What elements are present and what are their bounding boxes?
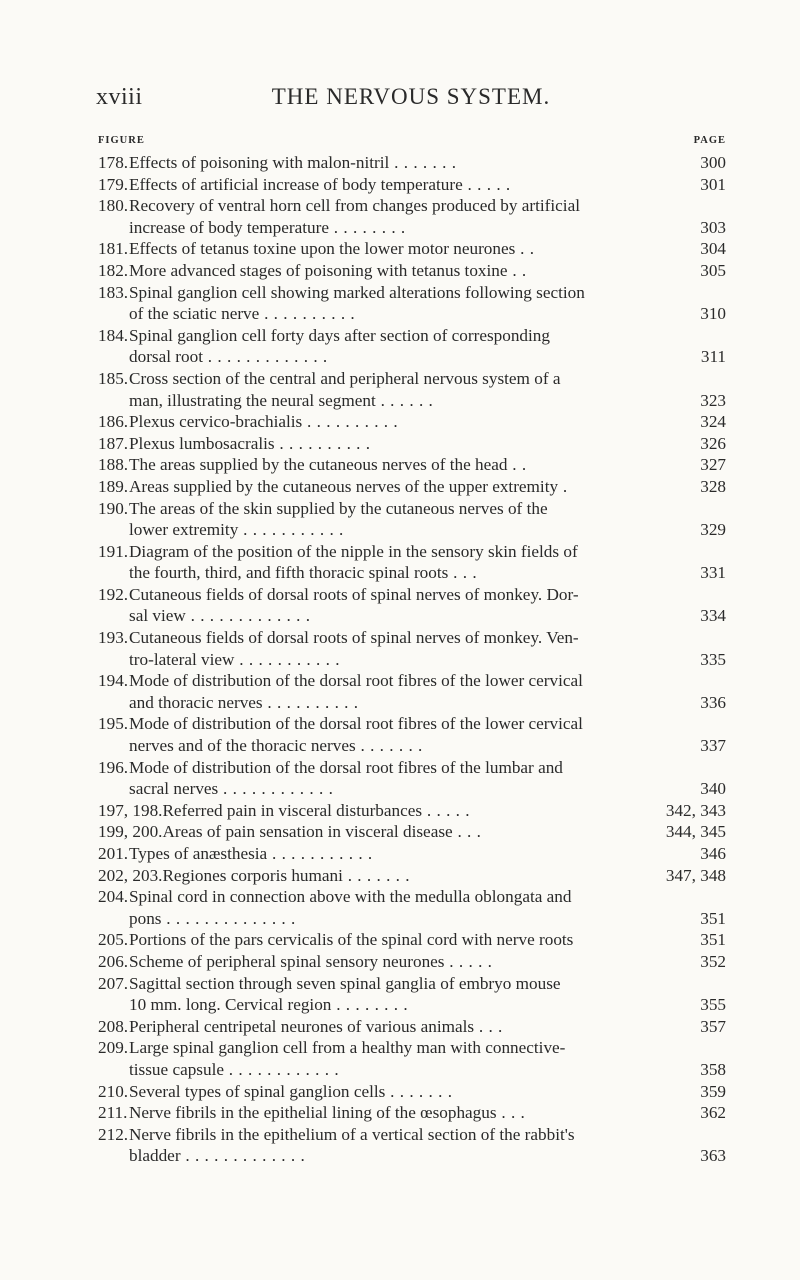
figure-number: 186.	[98, 412, 129, 432]
entry-first-line	[98, 260, 726, 282]
dot-leader: . . . . . . . . . . . . . .	[161, 908, 296, 928]
list-item	[98, 260, 726, 282]
figure-caption: Plexus lumbosacralis	[129, 433, 275, 453]
figure-caption: Plexus cervico-brachialis	[129, 412, 303, 432]
page-number-ref: 355	[700, 995, 726, 1015]
entry-first-line	[98, 498, 726, 520]
dot-leader: . . . . . . . . . . . .	[218, 779, 334, 799]
entry-first-line	[98, 476, 726, 498]
dot-leader: . . .	[452, 822, 482, 842]
list-item	[98, 238, 726, 260]
figure-number: 204.	[98, 887, 129, 907]
entry-first-line	[98, 584, 726, 606]
column-headings	[98, 135, 726, 149]
figure-caption: Cutaneous fields of dorsal roots of spinal nerves of monkey. Ven-	[129, 628, 579, 648]
list-item	[98, 584, 726, 627]
entry-continuation-line	[98, 605, 726, 627]
figure-number: 187.	[98, 433, 129, 453]
figure-number: 193.	[98, 628, 129, 648]
entry-first-line	[98, 541, 726, 563]
figure-caption: Effects of poisoning with malon-nitril	[129, 153, 390, 172]
figure-caption: nerves and of the thoracic nerves	[129, 736, 356, 756]
figure-number: 202, 203.	[98, 865, 163, 885]
dot-leader: . . . . . . . . . . . . .	[185, 606, 311, 626]
figure-number: 180.	[98, 196, 129, 216]
page-number-ref: 337	[700, 736, 726, 756]
entry-continuation-line	[98, 1059, 726, 1081]
dot-leader: . . . . . . . . . . .	[238, 520, 344, 540]
entry-first-line	[98, 627, 726, 649]
dot-leader: . . . . . . . . . . . .	[224, 1059, 340, 1079]
entry-first-line	[98, 843, 726, 865]
figure-caption: Types of anæsthesia	[129, 844, 268, 863]
dot-leader: . . . . . . . . . .	[262, 692, 359, 712]
dot-leader: . . . . . . . .	[328, 217, 406, 237]
figure-number: 182.	[98, 260, 129, 280]
entry-continuation-line	[98, 1145, 726, 1167]
list-item	[98, 1124, 726, 1167]
figure-caption: Spinal ganglion cell forty days after section of corresponding	[129, 325, 550, 345]
list-item	[98, 800, 726, 822]
figure-caption: Areas supplied by the cutaneous nerves of the upper extremity	[129, 476, 559, 496]
page-number-ref: 334	[700, 606, 726, 626]
list-item	[98, 411, 726, 433]
list-item	[98, 713, 726, 756]
page-number-ref: 324	[700, 412, 726, 432]
figure-caption: pons	[129, 908, 162, 928]
figure-caption: of the sciatic nerve	[129, 304, 260, 324]
figure-number: 181.	[98, 239, 129, 259]
figure-column-heading: FIGURE	[98, 135, 145, 146]
entry-first-line	[98, 454, 726, 476]
page-number-ref: 323	[700, 390, 726, 410]
entry-first-line	[98, 886, 726, 908]
page-number-ref: 351	[700, 930, 726, 950]
figure-caption: Peripheral centripetal neurones of various animals	[129, 1016, 475, 1036]
page-number-ref: 335	[700, 649, 726, 669]
dot-leader: . . . . . .	[375, 390, 434, 410]
list-item	[98, 757, 726, 800]
figure-number: 212.	[98, 1124, 129, 1144]
page-number-ref: 363	[700, 1146, 726, 1166]
page-number-ref: 358	[700, 1059, 726, 1079]
entry-first-line	[98, 282, 726, 304]
entry-continuation-line	[98, 735, 726, 757]
list-item	[98, 821, 726, 843]
list-item	[98, 1102, 726, 1124]
entry-first-line	[98, 195, 726, 217]
figure-caption: Portions of the pars cervicalis of the spinal cord with nerve roots	[129, 930, 574, 950]
dot-leader: . . . . . . . . . . .	[267, 844, 373, 863]
list-item	[98, 195, 726, 238]
list-item	[98, 541, 726, 584]
figure-caption: tro-lateral view	[129, 649, 235, 669]
dot-leader: . . . . .	[462, 174, 511, 194]
figure-caption: Regiones corporis humani	[162, 865, 343, 885]
list-item	[98, 152, 726, 174]
figure-caption: Nerve fibrils in the epithelium of a vertical section of the rabbit's	[129, 1124, 575, 1144]
figure-caption: Mode of distribution of the dorsal root fibres of the lower cervical	[129, 671, 583, 691]
entry-first-line	[98, 325, 726, 347]
dot-leader: . . . . . . . . . . . . .	[180, 1146, 306, 1166]
page-number-ref: 336	[700, 692, 726, 712]
page-number-ref: 342, 343	[665, 800, 726, 820]
figure-caption: Cross section of the central and peripheral nervous system of a	[129, 368, 561, 388]
figure-caption: increase of body temperature	[129, 217, 329, 237]
dot-leader: . . . . . . . . . . . . .	[203, 347, 328, 367]
list-item	[98, 476, 726, 498]
page-number-ref: 351	[700, 908, 726, 928]
page-number-ref: 362	[700, 1103, 726, 1123]
figure-caption: Scheme of peripheral spinal sensory neurones	[129, 951, 445, 971]
dot-leader: . . . . . . . .	[331, 995, 409, 1015]
figure-caption: bladder	[129, 1146, 181, 1166]
entry-continuation-line	[98, 217, 726, 239]
entry-continuation-line	[98, 303, 726, 325]
figure-number: 197, 198.	[98, 800, 163, 820]
list-item	[98, 1081, 726, 1103]
entry-continuation-line	[98, 778, 726, 800]
page-number-ref: 305	[700, 260, 726, 280]
page-number-ref: 328	[700, 476, 726, 496]
entry-first-line	[98, 433, 726, 455]
figure-caption: Nerve fibrils in the epithelial lining of the œsophagus	[129, 1103, 497, 1123]
entry-first-line	[98, 670, 726, 692]
dot-leader: . . . . . . . . . . .	[234, 649, 340, 669]
page-number-ref: 301	[700, 174, 726, 194]
entry-first-line	[98, 951, 726, 973]
figure-number: 208.	[98, 1016, 129, 1036]
page-number-ref: 340	[700, 779, 726, 799]
figure-number: 190.	[98, 498, 129, 518]
dot-leader: . . . . . . . . . .	[259, 304, 356, 324]
figure-caption: Mode of distribution of the dorsal root fibres of the lumbar and	[129, 757, 563, 777]
list-item	[98, 627, 726, 670]
figure-caption: Areas of pain sensation in visceral disease	[162, 822, 453, 842]
entry-first-line	[98, 152, 726, 174]
list-item	[98, 498, 726, 541]
entry-first-line	[98, 800, 726, 822]
figure-caption: dorsal root	[129, 347, 203, 367]
entry-first-line	[98, 1124, 726, 1146]
figure-number: 179.	[98, 174, 129, 194]
figure-caption: lower extremity	[129, 520, 239, 540]
figure-caption: Recovery of ventral horn cell from changes produced by artificial	[129, 196, 580, 216]
figure-number: 205.	[98, 930, 129, 950]
figure-caption: More advanced stages of poisoning with tetanus toxine	[129, 260, 508, 280]
figure-caption: The areas of the skin supplied by the cutaneous nerves of the	[129, 498, 548, 518]
figure-number: 188.	[98, 455, 129, 475]
page-number-ref: 329	[700, 520, 726, 540]
entry-continuation-line	[98, 908, 726, 930]
dot-leader: . . . . . . .	[385, 1081, 453, 1101]
page-number-ref: 359	[700, 1081, 726, 1101]
list-item	[98, 886, 726, 929]
page-header	[96, 84, 726, 118]
figure-number: 201.	[98, 844, 129, 863]
figure-caption: Large spinal ganglion cell from a healthy man with connective-	[129, 1038, 566, 1058]
page-number-ref: 344, 345	[665, 822, 726, 842]
dot-leader: . . . . . . . . . .	[274, 433, 371, 453]
dot-leader: . . .	[448, 563, 478, 583]
entry-continuation-line	[98, 390, 726, 412]
page-number-ref: 304	[700, 239, 726, 259]
page-number-ref: 346	[700, 844, 726, 863]
figure-caption: tissue capsule	[129, 1059, 224, 1079]
list-item	[98, 929, 726, 951]
entry-continuation-line	[98, 519, 726, 541]
entry-continuation-line	[98, 692, 726, 714]
figure-caption: Mode of distribution of the dorsal root fibres of the lower cervical	[129, 714, 583, 734]
figure-number: 189.	[98, 476, 129, 496]
entry-first-line	[98, 1102, 726, 1124]
figure-number: 183.	[98, 282, 129, 302]
dot-leader: . . .	[496, 1103, 526, 1123]
list-item	[98, 282, 726, 325]
list-item	[98, 1016, 726, 1038]
entry-first-line	[98, 411, 726, 433]
dot-leader: . . . . .	[444, 951, 493, 971]
entry-first-line	[98, 1081, 726, 1103]
page-number-ref: 331	[700, 563, 726, 583]
entry-first-line	[98, 757, 726, 779]
figure-number: 191.	[98, 541, 129, 561]
figure-caption: Spinal cord in connection above with the medulla oblongata and	[129, 887, 572, 907]
figure-number: 178.	[98, 153, 129, 172]
dot-leader: . . . . . . .	[355, 736, 423, 756]
figure-number: 210.	[98, 1081, 129, 1101]
entry-first-line	[98, 821, 726, 843]
list-item	[98, 1037, 726, 1080]
entry-first-line	[98, 929, 726, 951]
figure-caption: Effects of artificial increase of body temperature	[129, 174, 463, 194]
entry-first-line	[98, 238, 726, 260]
figure-number: 195.	[98, 714, 129, 734]
page-number-ref: 303	[700, 217, 726, 237]
list-item	[98, 325, 726, 368]
figure-caption: Several types of spinal ganglion cells	[129, 1081, 386, 1101]
figure-number: 194.	[98, 671, 129, 691]
figure-caption: the fourth, third, and fifth thoracic spinal roots	[129, 563, 449, 583]
figure-number: 196.	[98, 757, 129, 777]
page-number-ref: 347, 348	[665, 865, 726, 885]
dot-leader: . . . . .	[422, 800, 471, 820]
entry-continuation-line	[98, 649, 726, 671]
figure-number: 207.	[98, 973, 129, 993]
figure-caption: Diagram of the position of the nipple in the sensory skin fields of	[129, 541, 578, 561]
dot-leader: .	[558, 476, 568, 496]
page-number-ref: 352	[700, 951, 726, 971]
list-item	[98, 368, 726, 411]
dot-leader: . . . . . . .	[389, 153, 457, 172]
entry-first-line	[98, 1037, 726, 1059]
dot-leader: . .	[507, 455, 527, 475]
page-number: xviii	[96, 84, 143, 110]
figure-number: 185.	[98, 368, 129, 388]
figure-caption: sacral nerves	[129, 779, 219, 799]
entry-first-line	[98, 368, 726, 390]
figure-number: 199, 200.	[98, 822, 163, 842]
list-item	[98, 433, 726, 455]
dot-leader: . . . . . . . . . .	[302, 412, 399, 432]
entry-first-line	[98, 1016, 726, 1038]
dot-leader: . . . . . . .	[342, 865, 411, 885]
page-number-ref: 326	[700, 433, 726, 453]
entry-continuation-line	[98, 562, 726, 584]
figure-caption: and thoracic nerves	[129, 692, 263, 712]
figure-caption: man, illustrating the neural segment	[129, 390, 376, 410]
entry-first-line	[98, 174, 726, 196]
page-number-ref: 357	[700, 1016, 726, 1036]
figure-caption: 10 mm. long. Cervical region	[129, 995, 332, 1015]
figure-number: 209.	[98, 1038, 129, 1058]
figure-number: 206.	[98, 951, 129, 971]
list-item	[98, 174, 726, 196]
entry-continuation-line	[98, 346, 726, 368]
entry-first-line	[98, 713, 726, 735]
page-number-ref: 327	[700, 455, 726, 475]
list-item	[98, 865, 726, 887]
figure-caption: Effects of tetanus toxine upon the lower motor neurones	[129, 239, 516, 259]
dot-leader: . .	[515, 239, 535, 259]
figure-list	[98, 152, 726, 1167]
page-number-ref: 311	[700, 347, 726, 367]
figure-caption: Sagittal section through seven spinal ganglia of embryo mouse	[129, 973, 561, 993]
entry-first-line	[98, 973, 726, 995]
dot-leader: . . .	[474, 1016, 503, 1036]
entry-first-line	[98, 865, 726, 887]
list-item	[98, 951, 726, 973]
page-column-heading: PAGE	[693, 135, 726, 146]
figure-caption: sal view	[129, 606, 186, 626]
figure-number: 184.	[98, 325, 129, 345]
figure-caption: Referred pain in visceral disturbances	[162, 800, 423, 820]
dot-leader: . .	[507, 260, 527, 280]
running-title: THE NERVOUS SYSTEM.	[271, 84, 551, 109]
entry-continuation-line	[98, 994, 726, 1016]
list-item	[98, 973, 726, 1016]
figure-caption: Cutaneous fields of dorsal roots of spinal nerves of monkey. Dor-	[129, 584, 579, 604]
page-number-ref: 310	[700, 304, 726, 324]
page-number-ref: 300	[700, 153, 726, 172]
list-item	[98, 843, 726, 865]
figure-caption: The areas supplied by the cutaneous nerves of the head	[129, 455, 508, 475]
figure-caption: Spinal ganglion cell showing marked alterations following section	[129, 282, 585, 302]
list-item	[98, 670, 726, 713]
list-item	[98, 454, 726, 476]
figure-number: 192.	[98, 584, 129, 604]
figure-number: 211.	[98, 1103, 128, 1123]
